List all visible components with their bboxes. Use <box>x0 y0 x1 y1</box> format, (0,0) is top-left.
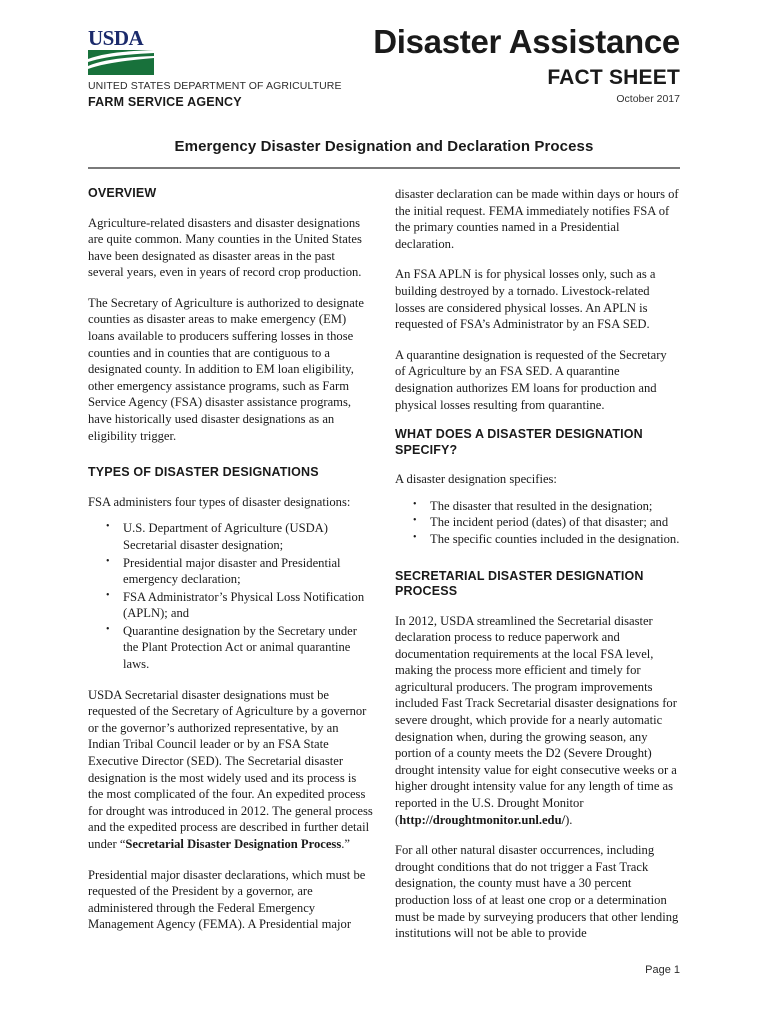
paragraph-specify-intro: A disaster designation specifies: <box>395 472 557 487</box>
page-number: Page 1 <box>645 964 680 976</box>
paragraph-overview-2: The Secretary of Agriculture is authorized to designate counties as disaster areas to make emergency (EM) loans available to producers suffering losses in those counties and in counties that are contiguous to a designated county. In addition to EM loan eligibility, other emergency assistance programs, such as Farm Service Agency (FSA) disaster assistance programs, have historically used disaster designations as an eligibility trigger. <box>88 295 364 443</box>
paragraph-fast-track-process <box>395 613 680 829</box>
paragraph-apln: An FSA APLN is for physical losses only, such as a building destroyed by a tornado. Livestock-related losses are considered physical losses. An APLN is requested of FSA’s Administrator by an FSA SED. <box>395 267 656 332</box>
heading-what-designation-specifies: WHAT DOES A DISASTER DESIGNATION SPECIFY? <box>395 427 643 457</box>
header-divider <box>88 167 680 169</box>
paragraph-secretarial-request <box>88 687 373 853</box>
list-item: • Presidential major disaster and Presidential emergency declaration; <box>106 555 373 588</box>
list-item: • U.S. Department of Agriculture (USDA) Secretarial disaster designation; <box>106 520 373 553</box>
heading-overview: OVERVIEW <box>88 186 157 200</box>
secretarial-process-emphasis: Secretarial Disaster Designation Process <box>125 837 342 851</box>
list-item: • The disaster that resulted in the designation; <box>413 498 680 515</box>
list-item: • The incident period (dates) of that disaster; and <box>413 514 680 531</box>
list-designation-types <box>88 520 373 672</box>
paragraph-overview-1: Agriculture-related disasters and disaster designations are quite common. Many counties in the United States have been designated as disaster areas in the past several years, even in years of record crop production. <box>88 215 362 280</box>
list-item: • The specific counties included in the designation. <box>413 531 680 548</box>
document-subtitle: FACT SHEET <box>547 66 680 89</box>
secretarial-text-tail: .” <box>341 837 350 851</box>
department-line: UNITED STATES DEPARTMENT OF AGRICULTURE <box>88 80 342 92</box>
heading-secretarial-process: SECRETARIAL DISASTER DESIGNATION PROCESS <box>395 568 644 598</box>
two-column-body <box>88 186 680 956</box>
paragraph-presidential-continued: disaster declaration can be made within days or hours of the initial request. FEMA immediately notifies FSA of the primary counties named in a Presidential declaration. <box>395 187 679 251</box>
list-designation-specifies <box>395 498 680 548</box>
page-content <box>88 24 680 956</box>
list-item: • FSA Administrator’s Physical Loss Notification (APLN); and <box>106 589 373 622</box>
heading-types-of-designations: TYPES OF DISASTER DESIGNATIONS <box>88 465 319 480</box>
right-column <box>395 186 680 956</box>
document-header <box>88 24 680 122</box>
paragraph-presidential-declarations: Presidential major disaster declarations, which must be requested of the President by a governor, are administered through the Federal Emergency Management Agency (FEMA). A Presidential major <box>88 867 366 932</box>
paragraph-quarantine: A quarantine designation is requested of the Secretary of Agriculture by an FSA SED. A quarantine designation authorizes EM loans for production and physical losses resulting from quarantine. <box>395 347 667 412</box>
secretarial-text-lead: USDA Secretarial disaster designations must be requested of the Secretary of Agriculture by a governor or the governor’s authorized representative, by an Indian Tribal Council leader or by an FSA State Executive Director (SED). The Secretarial disaster designation is the most widely used and its process is the most complicated of the four. An expedited process for drought was introduced in 2012. The general process and the expedited process are described in further detail under “ <box>88 687 373 851</box>
banner-title: Emergency Disaster Designation and Declaration Process <box>174 138 594 155</box>
banner <box>88 138 680 169</box>
drought-monitor-url: http://droughtmonitor.unl.edu/ <box>399 812 566 827</box>
usda-landscape-icon <box>88 50 154 75</box>
paragraph-other-occurrences: For all other natural disaster occurrences, including drought conditions that do not trigger a Fast Track designation, the county must have a 30 percent production loss of at least one crop or a determination must be made by surveying producers that other lending institutions will not be able to provide <box>395 843 679 941</box>
paragraph-types-intro: FSA administers four types of disaster designations: <box>88 494 351 509</box>
document-date: October 2017 <box>616 93 680 105</box>
process-text-lead: In 2012, USDA streamlined the Secretarial disaster declaration process to reduce paperwork and documentation requirements at the local FSA level, making the process more efficient and timely for agricultural producers. The program improvements included Fast Track Secretarial disaster designations for severe drought, which provide for a nearly automatic designation when, during the growing season, any portion of a county meets the D2 (Severe Drought) drought intensity value for eight consecutive weeks or a higher drought intensity value for any length of time as reported in the U.S. Drought Monitor ( <box>395 613 677 827</box>
usda-logo-mark <box>88 28 154 75</box>
process-text-tail: ). <box>565 812 573 827</box>
list-item: • Quarantine designation by the Secretary under the Plant Protection Act or animal quarantine laws. <box>106 623 373 673</box>
usda-wordmark: USDA <box>88 26 144 50</box>
title-block <box>220 24 680 105</box>
document-title: Disaster Assistance <box>373 23 680 60</box>
agency-line: FARM SERVICE AGENCY <box>88 95 242 109</box>
left-column <box>88 186 373 947</box>
